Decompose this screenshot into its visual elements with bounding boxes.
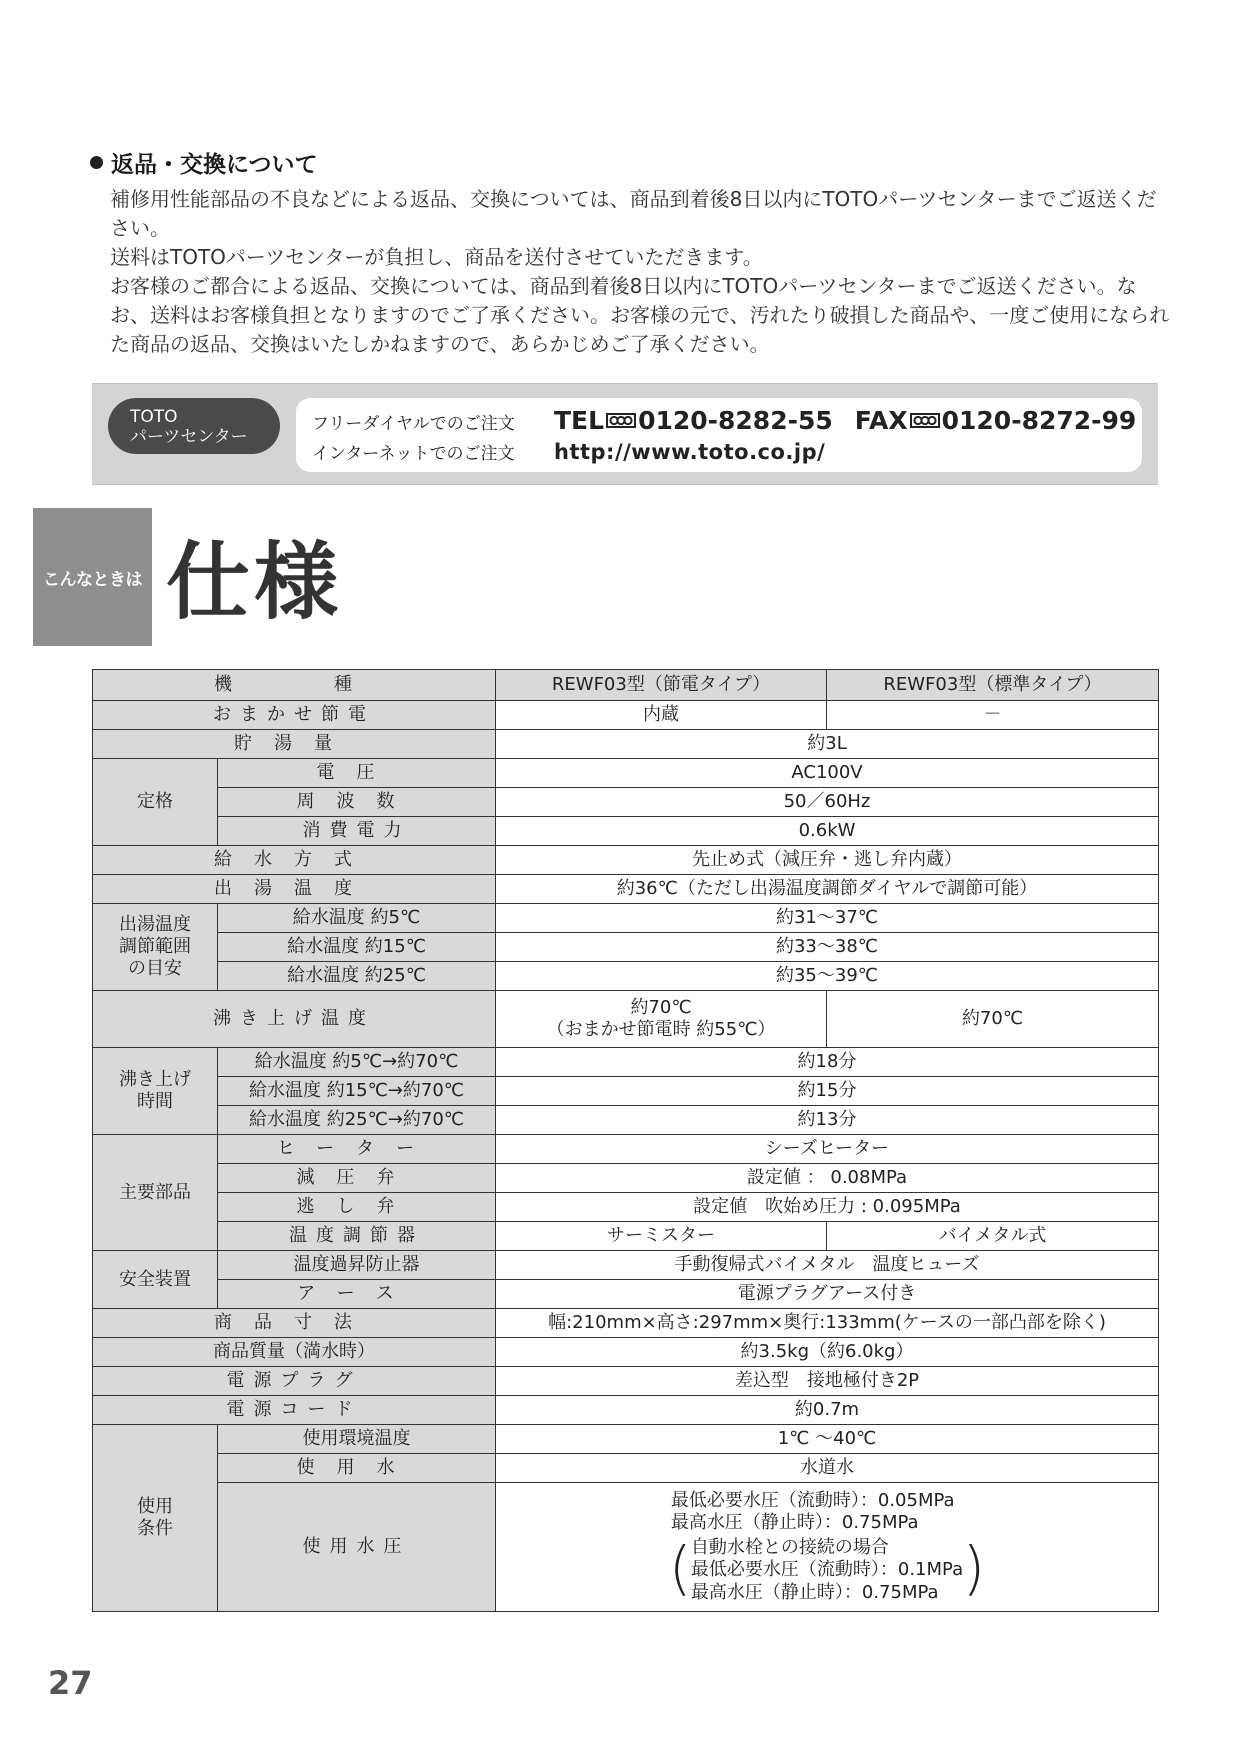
- cord-label: 電源コード: [93, 1396, 496, 1425]
- frequency-label: 周波数: [218, 788, 496, 817]
- table-row: [93, 1280, 1159, 1309]
- auto-faucet-max: 最高水圧（静止時）：0.75MPa: [690, 1581, 939, 1603]
- omakase-value-1: 内蔵: [496, 701, 827, 730]
- table-row: [93, 1193, 1159, 1222]
- phone-order-row: [312, 406, 1136, 435]
- env-temp-value: 1℃ ～40℃: [496, 1425, 1159, 1454]
- range-25c-label: 給水温度 約25℃: [218, 962, 496, 991]
- usage-group-line-1: 使用: [137, 1496, 173, 1517]
- plug-label: 電源プラグ: [93, 1367, 496, 1396]
- phone-order-label: フリーダイヤルでのご注文: [312, 414, 515, 434]
- parts-group: 主要部品: [93, 1135, 218, 1251]
- boil-time-group: [93, 1048, 218, 1135]
- omakase-label: おまかせ節電: [93, 701, 496, 730]
- relief-valve-value: 設定値 吹始め圧力 : 0.095MPa: [496, 1193, 1159, 1222]
- fax-number: 0120-8272-99: [941, 406, 1137, 435]
- free-dial-icon: [910, 411, 940, 429]
- section-tab: こんなときは: [33, 508, 152, 646]
- pressure-value: [496, 1483, 1159, 1612]
- left-paren-icon: (: [668, 1533, 692, 1602]
- table-row: [93, 1135, 1159, 1164]
- boil-time-group-line-1: 沸き上げ: [119, 1069, 191, 1090]
- supply-method-label: 給水方式: [93, 846, 496, 875]
- returns-paragraph-1: 補修用性能部品の不良などによる返品、交換については、商品到着後8日以内にTOTOパーツセンターまでご返送ください。: [110, 187, 1157, 240]
- model-header: 機 種: [93, 670, 496, 701]
- tel-number: 0120-8282-55: [638, 406, 833, 435]
- spec-table: [92, 669, 1159, 1612]
- boil-time-5c-value: 約18分: [496, 1048, 1159, 1077]
- web-order-label: インターネットでのご注文: [312, 444, 515, 464]
- power-label: 消費電力: [218, 817, 496, 846]
- relief-valve-label: 逃し弁: [218, 1193, 496, 1222]
- table-row: [93, 670, 1159, 701]
- badge-line-2: パーツセンター: [130, 427, 248, 447]
- returns-paragraph-3: お客様のご都合による返品、交換については、商品到着後8日以内にTOTOパーツセンターまでご返送ください。なお、送料はお客様負担となりますのでご了承ください。お客様の元で、汚れたり破損した商品や、一度ご使用になられた商品の返品、交換はいたしかねますので、あらかじめご了承ください。: [110, 274, 1170, 356]
- boil-temp-note: （おまかせ節電時 約55℃）: [546, 1019, 776, 1040]
- pressure-block: [668, 1489, 986, 1605]
- table-row: [93, 1309, 1159, 1338]
- overheat-value: 手動復帰式バイメタル 温度ヒューズ: [496, 1251, 1159, 1280]
- model-col-2: REWF03型（標準タイプ）: [827, 670, 1159, 701]
- plug-value: 差込型 接地極付き2P: [496, 1367, 1159, 1396]
- table-row: [93, 933, 1159, 962]
- boil-time-25c-value: 約13分: [496, 1106, 1159, 1135]
- pressure-max: 最高水圧（静止時）：0.75MPa: [670, 1512, 919, 1534]
- web-order-row: [312, 439, 825, 464]
- page-title: 仕様: [166, 533, 343, 631]
- tel-prefix: TEL: [554, 406, 605, 435]
- safety-group: 安全装置: [93, 1251, 218, 1309]
- thermostat-value-2: バイメタル式: [827, 1222, 1159, 1251]
- range-5c-label: 給水温度 約5℃: [218, 904, 496, 933]
- fax-prefix: FAX: [854, 406, 908, 435]
- temp-range-group-line-1: 出湯温度: [119, 914, 191, 935]
- auto-faucet-min: 最低必要水圧（流動時）：0.1MPa: [690, 1559, 964, 1581]
- returns-paragraph-2: 送料はTOTOパーツセンターが負担し、商品を送付させていただきます。: [110, 245, 763, 269]
- boil-time-15c-label: 給水温度 約15℃→約70℃: [218, 1077, 496, 1106]
- table-row: [93, 1251, 1159, 1280]
- pressure-label: 使用水圧: [218, 1483, 496, 1612]
- table-row: [93, 1077, 1159, 1106]
- thermostat-label: 温度調節器: [218, 1222, 496, 1251]
- boil-temp-main: 約70℃: [630, 997, 692, 1018]
- omakase-value-2: －: [827, 701, 1159, 730]
- earth-label: アース: [218, 1280, 496, 1309]
- table-row: [93, 1106, 1159, 1135]
- table-row: [93, 991, 1159, 1048]
- table-row: [93, 1454, 1159, 1483]
- table-row: [93, 1425, 1159, 1454]
- boil-time-15c-value: 約15分: [496, 1077, 1159, 1106]
- contact-info-box: [296, 398, 1142, 472]
- table-row: [93, 1164, 1159, 1193]
- table-row: [93, 875, 1159, 904]
- table-row: [93, 701, 1159, 730]
- voltage-label: 電圧: [218, 759, 496, 788]
- capacity-label: 貯湯量: [93, 730, 496, 759]
- boil-time-25c-label: 給水温度 約25℃→約70℃: [218, 1106, 496, 1135]
- table-row: [93, 759, 1159, 788]
- boil-time-group-line-2: 時間: [137, 1091, 173, 1112]
- returns-section: [90, 146, 1170, 359]
- outlet-temp-label: 出湯温度: [93, 875, 496, 904]
- boil-temp-label: 沸き上げ温度: [93, 991, 496, 1048]
- contact-banner: [92, 383, 1158, 485]
- reducer-value: 設定値 ： 0.08MPa: [496, 1164, 1159, 1193]
- mass-label: 商品質量（満水時）: [93, 1338, 496, 1367]
- water-label: 使用水: [218, 1454, 496, 1483]
- right-paren-icon: ): [962, 1533, 986, 1602]
- table-row: [93, 817, 1159, 846]
- thermostat-value-1: サーミスター: [496, 1222, 827, 1251]
- dimensions-value: 幅:210mm×高さ:297mm×奥行:133mm(ケースの一部凸部を除く): [496, 1309, 1159, 1338]
- parts-center-badge: [108, 398, 280, 454]
- auto-faucet-heading: 自動水栓との接続の場合: [690, 1536, 889, 1558]
- dimensions-label: 商品寸法: [93, 1309, 496, 1338]
- supply-method-value: 先止め式（減圧弁・逃し弁内蔵）: [496, 846, 1159, 875]
- range-15c-value: 約33～38℃: [496, 933, 1159, 962]
- table-row: [93, 1396, 1159, 1425]
- overheat-label: 温度過昇防止器: [218, 1251, 496, 1280]
- table-row: [93, 1367, 1159, 1396]
- frequency-value: 50／60Hz: [496, 788, 1159, 817]
- usage-group: [93, 1425, 218, 1612]
- returns-heading-text: 返品・交換について: [111, 152, 318, 178]
- boil-temp-value-1: [496, 991, 827, 1048]
- temp-range-group-line-2: 調節範囲: [119, 936, 191, 957]
- cord-value: 約0.7m: [496, 1396, 1159, 1425]
- table-row: [93, 962, 1159, 991]
- env-temp-label: 使用環境温度: [218, 1425, 496, 1454]
- temp-range-group: [93, 904, 218, 991]
- auto-faucet-note: [668, 1533, 986, 1605]
- water-value: 水道水: [496, 1454, 1159, 1483]
- range-15c-label: 給水温度 約15℃: [218, 933, 496, 962]
- power-value: 0.6kW: [496, 817, 1159, 846]
- table-row: [93, 904, 1159, 933]
- heater-value: シーズヒーター: [496, 1135, 1159, 1164]
- table-row: [93, 1048, 1159, 1077]
- bullet-icon: [90, 156, 103, 169]
- usage-group-line-2: 条件: [137, 1518, 173, 1539]
- reducer-label: 減圧弁: [218, 1164, 496, 1193]
- table-row: [93, 1483, 1159, 1612]
- voltage-value: AC100V: [496, 759, 1159, 788]
- free-dial-icon: [606, 411, 636, 429]
- boil-time-5c-label: 給水温度 約5℃→約70℃: [218, 1048, 496, 1077]
- table-row: [93, 788, 1159, 817]
- rating-group: 定格: [93, 759, 218, 846]
- earth-value: 電源プラグアース付き: [496, 1280, 1159, 1309]
- range-5c-value: 約31～37℃: [496, 904, 1159, 933]
- boil-temp-value-2: 約70℃: [827, 991, 1159, 1048]
- table-row: [93, 1338, 1159, 1367]
- temp-range-group-line-3: の目安: [128, 958, 182, 979]
- capacity-value: 約3L: [496, 730, 1159, 759]
- range-25c-value: 約35～39℃: [496, 962, 1159, 991]
- table-row: [93, 730, 1159, 759]
- model-col-1: REWF03型（節電タイプ）: [496, 670, 827, 701]
- table-row: [93, 1222, 1159, 1251]
- table-row: [93, 846, 1159, 875]
- outlet-temp-value: 約36℃（ただし出湯温度調節ダイヤルで調節可能）: [496, 875, 1159, 904]
- pressure-min: 最低必要水圧（流動時）：0.05MPa: [670, 1489, 955, 1511]
- mass-value: 約3.5kg（約6.0kg）: [496, 1338, 1159, 1367]
- heater-label: ヒーター: [218, 1135, 496, 1164]
- website-url-link[interactable]: http://www.toto.co.jp/: [554, 440, 826, 464]
- page-number: 27: [48, 1664, 93, 1702]
- badge-line-1: TOTO: [130, 407, 178, 427]
- returns-heading: [90, 146, 1170, 179]
